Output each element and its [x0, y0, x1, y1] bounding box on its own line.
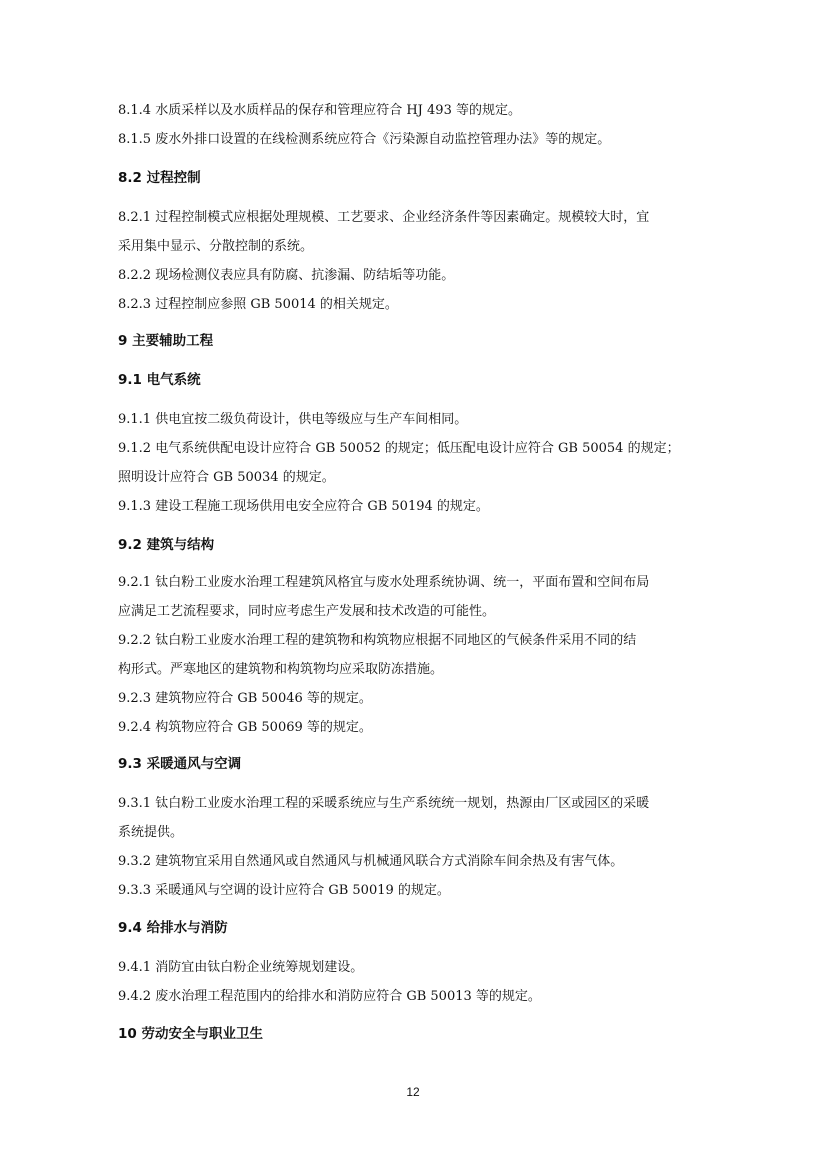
heading-8-2: 8.2 过程控制	[118, 170, 201, 186]
clause-9-2-2: 9.2.2 钛白粉工业废水治理工程的建筑物和构筑物应根据不同地区的气候条件采用不同的结 构形式。严寒地区的建筑物和构筑物均应采取防冻措施。	[118, 633, 637, 677]
heading-9-1: 9.1 电气系统	[118, 372, 201, 388]
heading-9-3: 9.3 采暖通风与空调	[118, 756, 242, 772]
clause-9-2-4: 9.2.4 构筑物应符合 GB 50069 等的规定。	[118, 720, 372, 735]
clause-8-2-3: 8.2.3 过程控制应参照 GB 50014 的相关规定。	[118, 297, 398, 312]
heading-9: 9 主要辅助工程	[118, 333, 214, 349]
clause-9-3-3: 9.3.3 采暖通风与空调的设计应符合 GB 50019 的规定。	[118, 883, 450, 898]
clause-9-3-1: 9.3.1 钛白粉工业废水治理工程的采暖系统应与生产系统统一规划，热源由厂区或园区的采暖 系统提供。	[118, 796, 650, 840]
heading-9-4: 9.4 给排水与消防	[118, 920, 228, 936]
clause-9-4-1: 9.4.1 消防宜由钛白粉企业统筹规划建设。	[118, 960, 364, 975]
clause-8-2-2: 8.2.2 现场检测仪表应具有防腐、抗渗漏、防结垢等功能。	[118, 268, 455, 283]
heading-9-2: 9.2 建筑与结构	[118, 537, 215, 553]
page-number: 12	[406, 1085, 420, 1099]
clause-8-2-1: 8.2.1 过程控制模式应根据处理规模、工艺要求、企业经济条件等因素确定。规模较大时，宜 采用集中显示、分散控制的系统。	[118, 210, 650, 254]
clause-9-2-1: 9.2.1 钛白粉工业废水治理工程建筑风格宜与废水处理系统协调、统一，平面布置和空间布局 应满足工艺流程要求，同时应考虑生产发展和技术改造的可能性。	[118, 575, 650, 619]
clause-9-3-2: 9.3.2 建筑物宜采用自然通风或自然通风与机械通风联合方式消除车间余热及有害气体。	[118, 854, 624, 869]
clause-8-1-4: 8.1.4 水质采样以及水质样品的保存和管理应符合 HJ 493 等的规定。	[118, 103, 521, 118]
heading-10: 10 劳动安全与职业卫生	[118, 1026, 263, 1042]
clause-9-1-1: 9.1.1 供电宜按二级负荷设计，供电等级应与生产车间相同。	[118, 412, 468, 427]
clause-8-1-5: 8.1.5 废水外排口设置的在线检测系统应符合《污染源自动监控管理办法》等的规定。	[118, 132, 611, 147]
clause-9-2-3: 9.2.3 建筑物应符合 GB 50046 等的规定。	[118, 691, 372, 706]
clause-9-1-2: 9.1.2 电气系统供配电设计应符合 GB 50052 的规定；低压配电设计应符合 GB 50054 的规定； 照明设计应符合 GB 50034 的规定。	[118, 441, 680, 485]
clause-9-1-3: 9.1.3 建设工程施工现场供用电安全应符合 GB 50194 的规定。	[118, 499, 489, 514]
clause-9-4-2: 9.4.2 废水治理工程范围内的给排水和消防应符合 GB 50013 等的规定。	[118, 989, 541, 1004]
